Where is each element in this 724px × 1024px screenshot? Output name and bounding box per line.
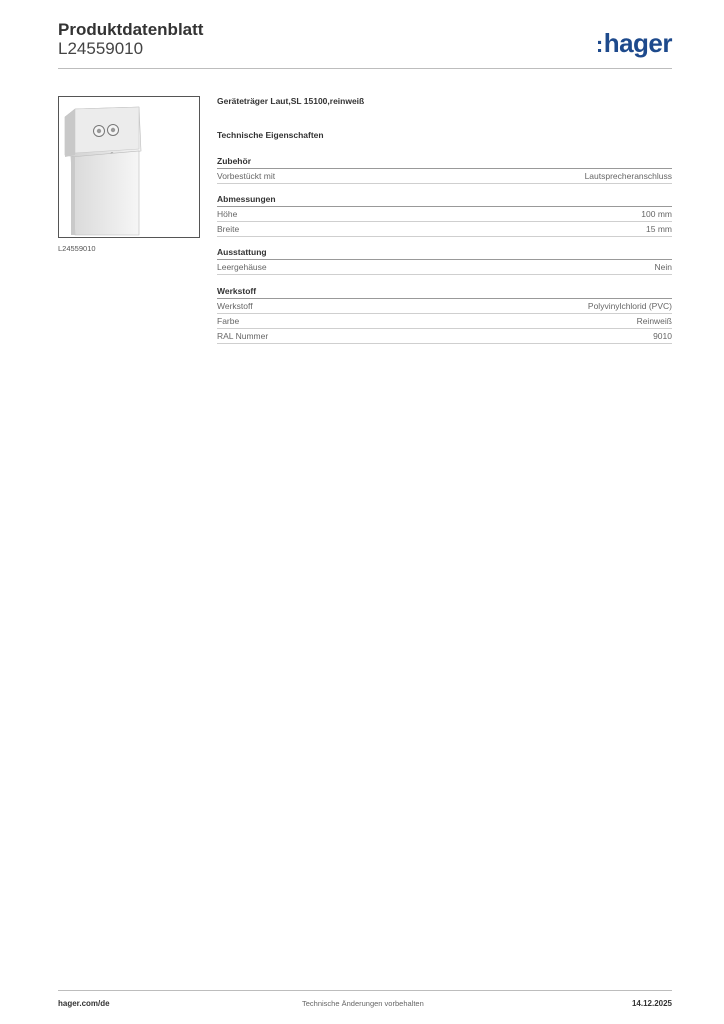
header-divider — [58, 68, 672, 69]
document-title: Produktdatenblatt — [58, 20, 204, 39]
property-name: Vorbestückt mit — [217, 171, 276, 181]
table-row — [217, 207, 672, 222]
property-name: Werkstoff — [217, 301, 253, 311]
table-row — [217, 260, 672, 275]
table-row — [217, 169, 672, 184]
property-name: Höhe — [217, 209, 238, 219]
section-equipment — [217, 246, 672, 275]
table-row — [217, 299, 672, 314]
image-caption: L24559010 — [58, 244, 96, 253]
property-value: Polyvinylchlorid (PVC) — [587, 301, 672, 311]
hager-logo: :hager — [595, 28, 672, 58]
property-name: Leergehäuse — [217, 262, 267, 272]
product-code: L24559010 — [58, 39, 144, 58]
property-value: 9010 — [653, 331, 672, 341]
property-value: Nein — [654, 262, 672, 272]
table-row — [217, 329, 672, 344]
page-header — [58, 20, 672, 68]
section-title: Ausstattung — [217, 246, 672, 260]
section-title: Zubehör — [217, 155, 672, 169]
website-link[interactable]: hager.com/de — [58, 999, 110, 1008]
property-name: Breite — [217, 224, 240, 234]
section-dimensions — [217, 193, 672, 237]
section-accessories — [217, 155, 672, 184]
disclaimer-text: Technische Änderungen vorbehalten — [302, 999, 424, 1008]
technical-properties-title: Technische Eigenschaften — [217, 130, 324, 140]
table-row — [217, 314, 672, 329]
property-value: 15 mm — [646, 224, 672, 234]
product-image — [58, 96, 200, 238]
property-name: Farbe — [217, 316, 240, 326]
property-value: Lautsprecheranschluss — [584, 171, 672, 181]
property-name: RAL Nummer — [217, 331, 269, 341]
property-value: 100 mm — [641, 209, 672, 219]
section-material — [217, 285, 672, 344]
property-value: Reinweiß — [636, 316, 672, 326]
footer-divider — [58, 990, 672, 991]
document-date: 14.12.2025 — [631, 999, 672, 1008]
product-name: Geräteträger Laut,SL 15100,reinweiß — [217, 96, 365, 106]
logo-text: hager — [603, 28, 672, 58]
section-title: Abmessungen — [217, 193, 672, 207]
table-row — [217, 222, 672, 237]
product-illustration — [59, 97, 199, 237]
section-title: Werkstoff — [217, 285, 672, 299]
